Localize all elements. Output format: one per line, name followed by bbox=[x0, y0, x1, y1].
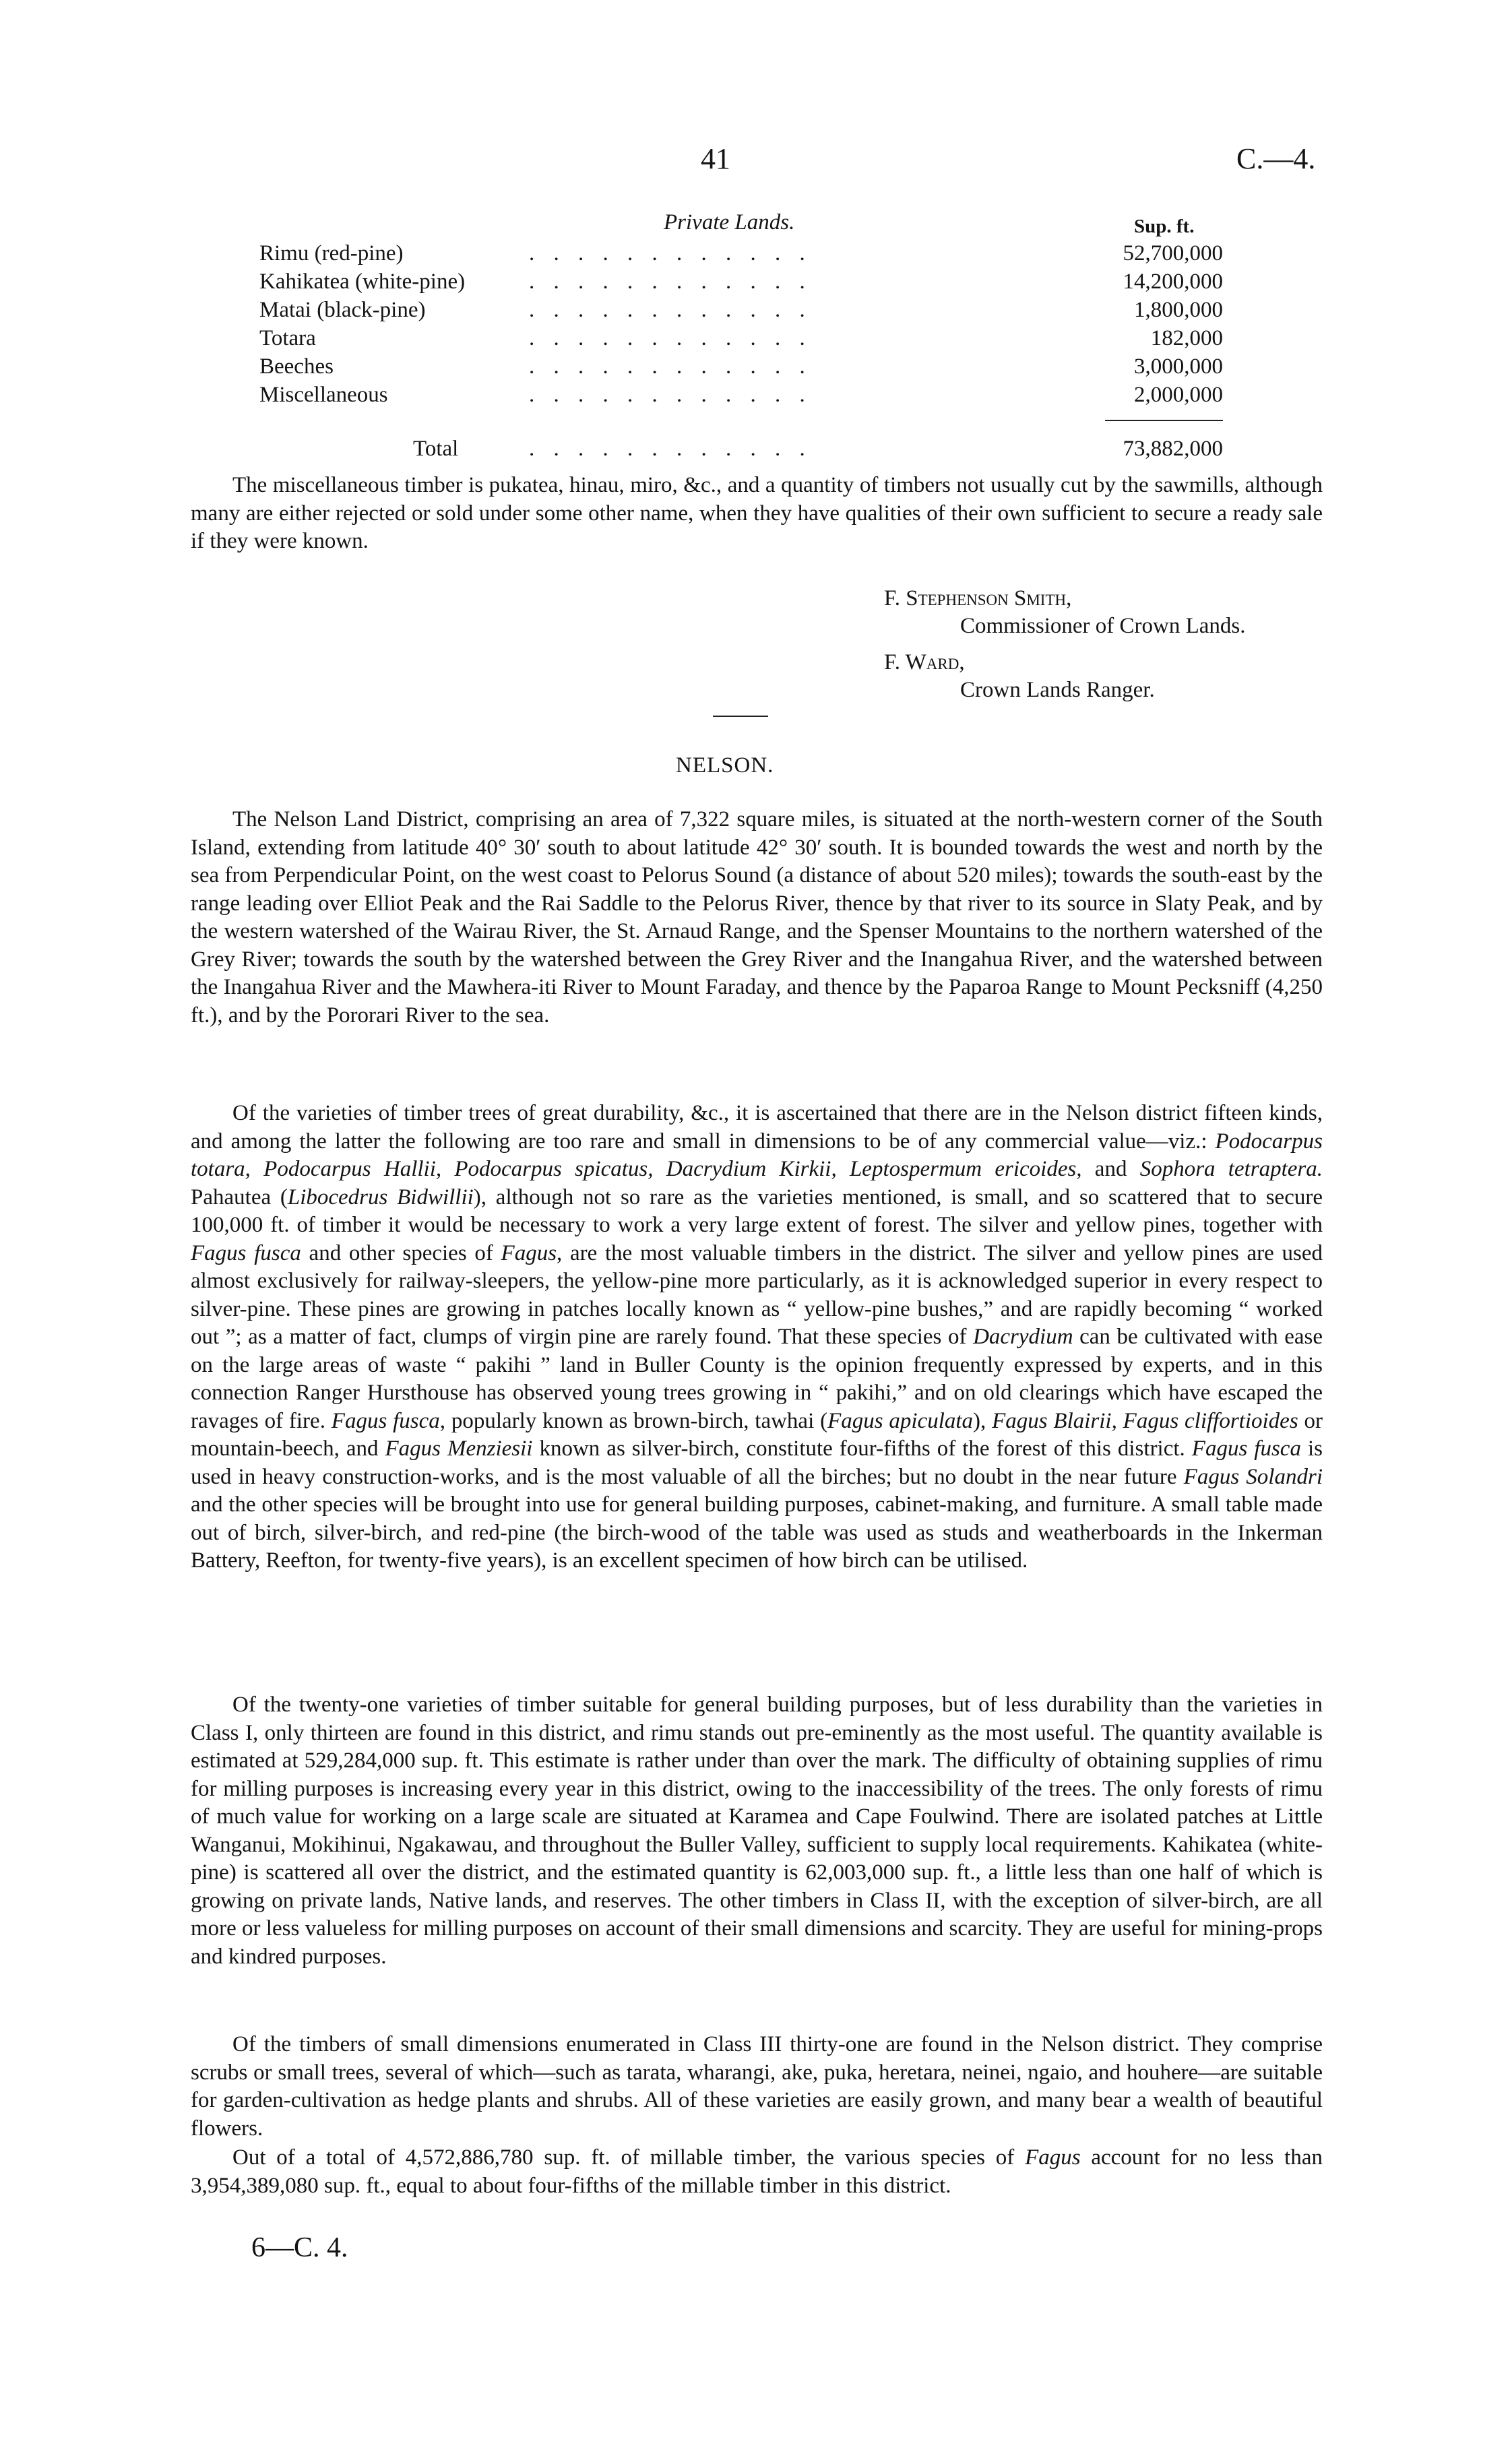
table-row bbox=[259, 324, 1223, 352]
total-quantity: 73,882,000 bbox=[1123, 437, 1223, 461]
signatory-title: Commissioner of Crown Lands. bbox=[960, 614, 1246, 638]
dot-leader: . . . . . . . . . . . . bbox=[529, 241, 812, 265]
timber-name: Beeches bbox=[259, 354, 334, 379]
table-row bbox=[259, 239, 1223, 267]
dot-leader: . . . . . . . . . . . . bbox=[529, 383, 812, 407]
class-two-timber-paragraph: Of the twenty-one varieties of timber suitable for general building purposes, but of less durability than the varieties in Class I, only thirteen are found in this district, and rimu stands out pre-eminently as the most useful. The quantity available is estimated at 529,284,000 sup. ft. This estimate is rather under than over the mark. The difficulty of obtaining supplies of rimu for milling purposes is increasing every year in this district, owing to the inaccessibility of the trees. The only forests of rimu of much value for working on a large scale are situated at Karamea and Cape Foulwind. There are isolated patches at Little Wanganui, Mokihinui, Ngakawau, and throughout the Buller Valley, sufficient to supply local requirements. Kahikatea (white-pine) is scattered all over the district, and the estimated quantity is 62,003,000 sup. ft., a little less than one half of which is growing on private lands, Native lands, and reserves. The other timbers in Class II, with the exception of silver-birch, are all more or less valueless for milling purposes on account of their small dimensions and scarcity. They are useful for mining-props and kindred purposes. bbox=[191, 1693, 1323, 1969]
signatory-name: F. Stephenson Smith, bbox=[884, 586, 1072, 610]
signatory-title: Crown Lands Ranger. bbox=[960, 678, 1155, 702]
page-number: 41 bbox=[701, 142, 730, 175]
nelson-intro-paragraph: The Nelson Land District, comprising an area of 7,322 square miles, is situated at the north-western corner of the South Island, extending from latitude 40° 30′ south to about latitude 42° 30′ south. It is bounded towards the west and north by the sea from Perpendicular Point, on the west coast to Pelorus Sound (a distance of about 520 miles); towards the south-east by the range leading over Elliot Peak and the Rai Saddle to the Pelorus River, thence by that river to its source in Slaty Peak, and by the western watershed of the Wairau River, the St. Arnaud Range, and the Spenser Mountains to the northern watershed of the Grey River; towards the south by the watershed between the Grey River and the Inangahua River, and the watershed between the Inangahua River and the Mawhera-iti River to Mount Faraday, and thence by the Paparoa Range to Mount Pecksniff (4,250 ft.), and by the Pororari River to the sea. bbox=[191, 807, 1323, 1028]
fagus-total-paragraph: Out of a total of 4,572,886,780 sup. ft. of millable timber, the various species of Fagus account for no less than 3,954,389,080 sup. ft., equal to about four-fifths of the millable timber in this district. bbox=[191, 2145, 1323, 2198]
class-one-timber-paragraph: Of the varieties of timber trees of great durability, &c., it is ascertained that there are in the Nelson district fifteen kinds, and among the latter the following are too rare and small in dimensions to be of any commercial value—viz.: Podocarpus totara, Podocarpus Hallii, Podocarpus spicatus, Dacrydium Kirkii, Leptospermum ericoides, and Sophora tetraptera. Pahautea (Libocedrus Bidwillii), although not so rare as the varieties mentioned, is small, and so scattered that to secure 100,000 ft. of timber it would be necessary to work a very large extent of forest. The silver and yellow pines, together with Fagus fusca and other species of Fagus, are the most valuable timbers in the district. The silver and yellow pines are used almost exclusively for railway-sleepers, the yellow-pine more particularly, as it is acknowledged superior in every respect to silver-pine. These pines are growing in patches locally known as “ yellow-pine bushes,” and are rapidly becoming “ worked out ”; as a matter of fact, clumps of virgin pine are rarely found. That these species of Dacrydium can be cultivated with ease on the large areas of waste “ pakihi ” land in Buller County is the opinion frequently expressed by experts, and in this connection Ranger Hursthouse has observed young trees growing in “ pakihi,” and on old clearings which have escaped the ravages of fire. Fagus fusca, popularly known as brown-birch, tawhai (Fagus apiculata), Fagus Blairii, Fagus cliffortioides or mountain-beech, and Fagus Menziesii known as silver-birch, constitute four-fifths of the forest of this district. Fagus fusca is used in heavy construction-works, and is the most valuable of all the birches; but no doubt in the near future Fagus Solandri and the other species will be brought into use for general building purposes, cabinet-making, and furniture. A small table made out of birch, silver-birch, and red-pine (the birch-wood of the table was used as studs and weatherboards in the Inkerman Battery, Reefton, for twenty-five years), is an excellent specimen of how birch can be utilised. bbox=[191, 1101, 1323, 1573]
section-divider bbox=[713, 716, 768, 717]
timber-quantity: 52,700,000 bbox=[1123, 241, 1223, 265]
table-unit-header: Sup. ft. bbox=[1134, 216, 1195, 237]
timber-name: Miscellaneous bbox=[259, 383, 388, 407]
dot-leader: . . . . . . . . . . . . bbox=[529, 354, 812, 379]
total-label: Total bbox=[413, 437, 459, 461]
timber-quantity: 182,000 bbox=[1150, 326, 1223, 350]
document-code: C.—4. bbox=[1236, 142, 1316, 175]
table-row bbox=[259, 352, 1223, 381]
table-total-row bbox=[259, 435, 1223, 463]
class-three-timber-paragraph: Of the timbers of small dimensions enumerated in Class III thirty-one are found in the Nelson district. They comprise scrubs or small trees, several of which—such as tarata, wharangi, ake, puka, heretara, neinei, ngaio, and houhere—are suitable for garden-cultivation as hedge plants and shrubs. All of these varieties are easily grown, and many bear a wealth of beautiful flowers. bbox=[191, 2032, 1323, 2141]
table-row bbox=[259, 381, 1223, 409]
dot-leader: . . . . . . . . . . . . bbox=[529, 270, 812, 294]
dot-leader: . . . . . . . . . . . . bbox=[529, 437, 812, 461]
table-row bbox=[259, 296, 1223, 324]
timber-quantity: 2,000,000 bbox=[1134, 383, 1223, 407]
timber-name: Matai (black-pine) bbox=[259, 298, 426, 322]
signatory-name: F. Ward, bbox=[884, 650, 965, 674]
timber-name: Kahikatea (white-pine) bbox=[259, 270, 466, 294]
table-caption: Private Lands. bbox=[664, 210, 795, 234]
timber-name: Rimu (red-pine) bbox=[259, 241, 404, 265]
timber-name: Totara bbox=[259, 326, 316, 350]
timber-quantity: 3,000,000 bbox=[1134, 354, 1223, 379]
section-heading: NELSON. bbox=[676, 753, 774, 778]
miscellaneous-note-paragraph: The miscellaneous timber is pukatea, hinau, miro, &c., and a quantity of timbers not usually cut by the sawmills, although many are either rejected or sold under some other name, when they have qualities of their own sufficient to secure a ready sale if they were known. bbox=[191, 473, 1323, 553]
dot-leader: . . . . . . . . . . . . bbox=[529, 326, 812, 350]
total-rule bbox=[1105, 420, 1223, 421]
timber-quantity: 1,800,000 bbox=[1134, 298, 1223, 322]
dot-leader: . . . . . . . . . . . . bbox=[529, 298, 812, 322]
table-row bbox=[259, 267, 1223, 296]
footer-document-code: 6—C. 4. bbox=[251, 2232, 348, 2263]
timber-quantity: 14,200,000 bbox=[1123, 270, 1223, 294]
